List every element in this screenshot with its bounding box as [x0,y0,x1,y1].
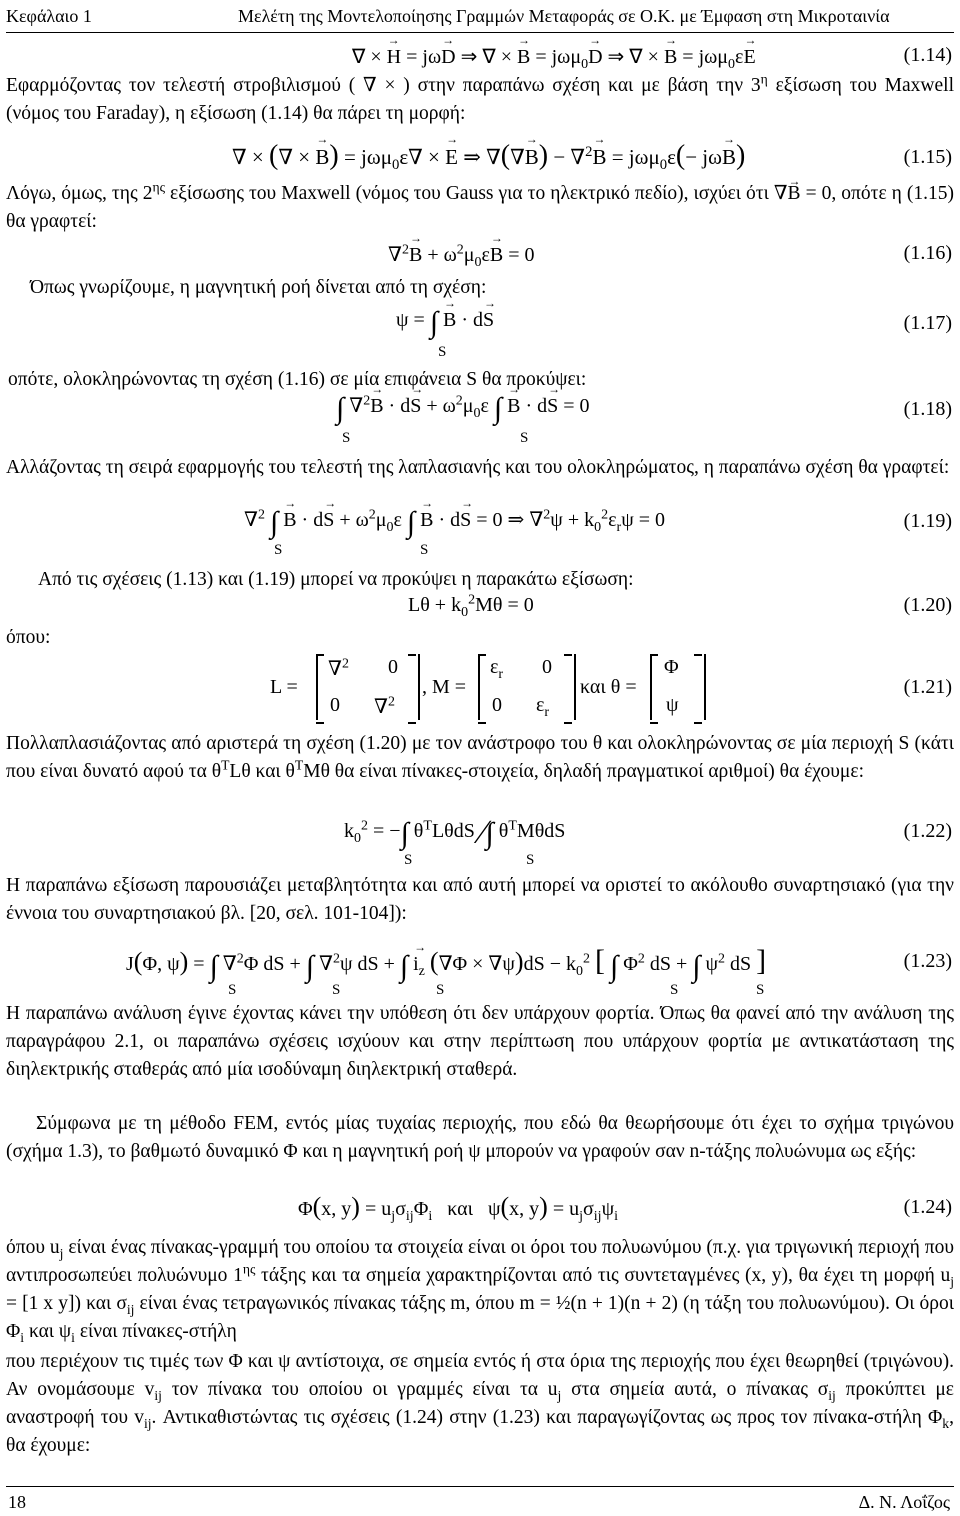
equation-1-22: $k_0^2$ = −∫ $\theta^TL\theta dS$ ∕∫ $\theta^TM\theta dS$ [344,814,566,851]
equation-number-1-18: (1.18) [903,398,952,420]
equation-1-24: Φ(x, $y) = u_j\sigma_{ij}\Phi_i$ και ψ(x, $y) = u_j\sigma_{ij}\psi_i$ [298,1192,618,1224]
paragraph: που περιέχουν τις τιμές των Φ και ψ αντίστοιχα, σε σημεία εντός ή στα όρια της περιοχής που έχει θεωρηθεί (τριγώνου). Αν ονομάσουμε $v_{ij}$ τον πίνακα του οποίου οι γραμμές είναι τα $u_j$ στα σημεία αυτά, ο πίνακας $\sigma_{ij}$ προκύπτει με αναστροφή του $v_{ij}$. Αντικαθιστώντας τις σχέσεις (1.24) στην (1.23) και παραγωγίζοντας ως προς τον πίνακα-στήλη $\Phi_k$, θα έχουμε: [6,1351,954,1456]
equation-1-17: ψ = ∫ → B · d→ S [396,306,494,340]
equation-1-15: ∇ × (∇ × → B) = jωμ$_0$ε∇ × → E ⇒ ∇(∇→ B) − ∇$^2$→ B = jωμ$_0$ε(− jω→ B) [232,140,745,172]
equation-number-1-23: (1.23) [903,950,952,972]
footer-author: Δ. Ν. Λοΐζος [858,1492,950,1512]
page-number: 18 [8,1492,26,1512]
equation-number-1-15: (1.15) [903,146,952,168]
paragraph: Εφαρμόζοντας τον τελεστή στροβιλισμού ( ∇ × ) στην παραπάνω σχέση και με βάση την $3^\eta$ εξίσωση του Maxwell (νόμος του Faraday), η εξίσωση (1.14) θα πάρει τη μορφή: [6,71,954,124]
paragraph: Λόγω, όμως, της $2^{\eta\varsigma}$ εξίσωσης του Maxwell (νόμος του Gauss για το ηλεκτρικό πεδίο), ισχύει ότι ∇→ B = 0, οπότε η (1.15) θα γραφτεί: [6,180,954,236]
paragraph: Η παραπάνω εξίσωση παρουσιάζει μεταβλητότητα και από αυτή μπορεί να οριστεί το ακόλουθο συναρτησιακό (για την έννοια του συναρτησιακού βλ. [20, σελ. 101-104]): [6,875,954,924]
equation-1-23: J(Φ, ψ) = ∫ ∇$^2$Φ dS + ∫ ∇$^2$ψ dS + ∫ → $i_z$ $(\nabla\Phi \times \nabla\psi)dS - k_0^2$ [ ∫ $\Phi^2$ dS + ∫ $\psi^2$ dS ] [126,944,766,984]
chapter-label: Κεφάλαιο 1 [6,6,92,26]
equation-number-1-19: (1.19) [903,510,952,532]
paragraph: όπου: [6,627,51,648]
page-header [0,0,960,36]
equation-number-1-22: (1.22) [903,820,952,842]
equation-1-18: ∫ $\nabla^2\to B \cdot d\to S + \omega^2\mu_0\varepsilon$ ∫ → B · d→ S = 0 [336,392,590,426]
paragraph: οπότε, ολοκληρώνοντας τη σχέση (1.16) σε μία επιφάνεια S θα προκύψει: [8,369,587,390]
equation-1-19: ∇$^2$ ∫ → $B \cdot d\to S + \omega^2\mu_0\varepsilon$ ∫ → B · d→ S = 0 ⇒ $\nabla^2\psi + k_0^2\varepsilon_r\psi = 0$ [244,506,665,540]
paragraph: Σύμφωνα με τη μέθοδο FEM, εντός μίας τυχαίας περιοχής, που εδώ θα θεωρήσουμε ότι έχει το σχήμα τριγώνου (σχήμα 1.3), το βαθμωτό δυναμικό Φ και η μαγνητική ροή ψ μπορούν να γραφούν σαν n-τάξης πολυώνυμα ως εξής: [6,1113,954,1162]
equation-number-1-16: (1.16) [903,242,952,264]
header-rule [6,32,954,33]
equation-number-1-17: (1.17) [903,312,952,334]
equation-1-20: $L\theta + k_0^2M\theta = 0$ [408,592,534,620]
paragraph: Αλλάζοντας τη σειρά εφαρμογής του τελεστή της λαπλασιανής και του ολοκληρώματος, η παραπάνω σχέση θα γραφτεί: [6,457,950,478]
paragraph: Από τις σχέσεις (1.13) και (1.19) μπορεί να προκύψει η παρακάτω εξίσωση: [38,569,634,590]
equation-number-1-20: (1.20) [903,594,952,616]
equation-1-14: ∇ × → H = jω→ D ⇒ ∇ × → B = jωμ$_0$→ D ⇒ ∇ × → B = jωμ$_0$ε→ E [352,44,756,69]
equation-1-16: $\nabla^2\to B + \omega^2\mu_0\varepsilon\to B = 0$ [388,242,535,267]
paragraph: Όπως γνωρίζουμε, η μαγνητική ροή δίνεται από τη σχέση: [30,277,487,298]
footer-rule [6,1486,954,1487]
paragraph: όπου $u_j$ είναι ένας πίνακας-γραμμή του οποίου τα στοιχεία είναι οι όροι του πολυωνύμου (π.χ. για τριγωνική περιοχή που αντιπροσωπεύει πολυώνυμο $1^{\eta\varsigma}$ τάξης και τα σημεία χαρακτηρίζονται από τις συντεταγμένες (x, y), θα έχει τη μορφή $u_j = [1$ x y]) και $\sigma_{ij}$ είναι ένας τετραγωνικός πίνακας τάξης m, όπου m = ½(n + 1)(n + 2) (η τάξη του πολυωνύμου). Οι όροι $\Phi_i$ και $\psi_i$ είναι πίνακες-στήλη [6,1237,955,1345]
paragraph: Η παραπάνω ανάλυση έγινε έχοντας κάνει την υπόθεση ότι δεν υπάρχουν φορτία. Όπως θα φανεί από την ανάλυση της παραγράφου 2.1, οι παραπάνω σχέσεις ισχύουν και στην περίπτωση που υπάρχουν φορτία με αντικατάσταση της διηλεκτρικής σταθεράς από μία ισοδύναμη διηλεκτρική σταθερά. [6,1003,954,1080]
equation-number-1-21: (1.21) [903,676,952,698]
header-title: Μελέτη της Μοντελοποίησης Γραμμών Μεταφοράς σε Ο.Κ. με Έμφαση στη Μικροταινία [238,6,890,26]
paragraph: Πολλαπλασιάζοντας από αριστερά τη σχέση (1.20) με τον ανάστροφο του θ και ολοκληρώνοντας σε μία περιοχή S (κάτι που είναι δυνατό αφού τα $\theta^TL\theta$ και $\theta^TM\theta$ θα είναι πίνακες-στοιχεία, δηλαδή πραγματικοί αριθμοί) θα έχουμε: [6,733,954,782]
equation-number-1-24: (1.24) [903,1196,952,1218]
equation-number-1-14: (1.14) [903,44,952,66]
